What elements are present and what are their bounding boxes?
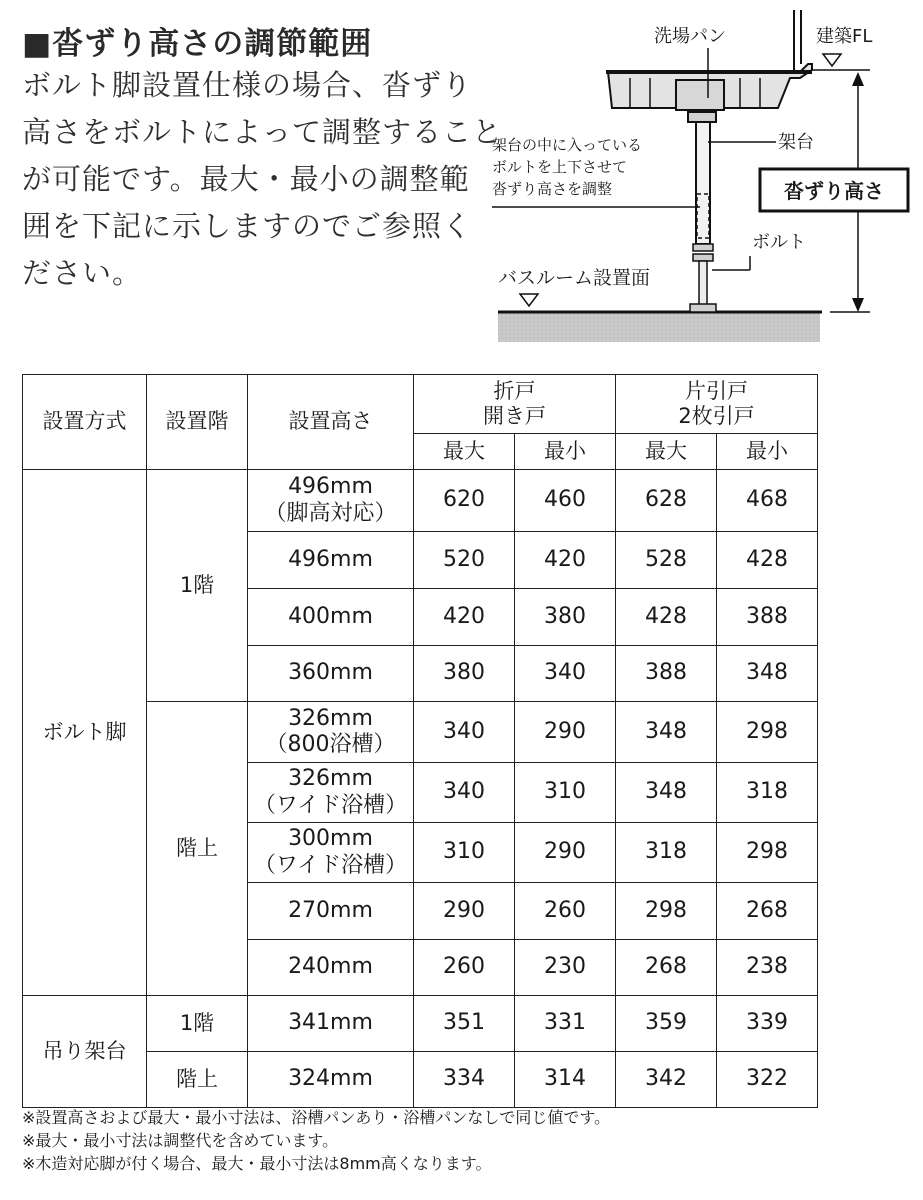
table-row [23, 996, 818, 1052]
cell-line: 326mm [288, 705, 373, 731]
cell-value: 298 [717, 823, 818, 883]
cell-install-height [248, 1052, 414, 1108]
cell-value: 620 [414, 470, 515, 532]
cell-value: 380 [515, 589, 616, 646]
cell-value: 290 [515, 702, 616, 763]
cell-line: （ワイド浴槽） [253, 792, 408, 818]
cell-install-height [248, 532, 414, 589]
cell-line: 496mm [288, 474, 373, 500]
cell-line: 開き戸 [483, 404, 546, 428]
floor-surface [498, 312, 820, 342]
cell-value: 428 [616, 589, 717, 646]
cell-install-height [248, 763, 414, 823]
cell-install-height [248, 823, 414, 883]
cell-value: 318 [717, 763, 818, 823]
header-height: 設置高さ [248, 375, 414, 470]
cell-value: 310 [414, 823, 515, 883]
cell-value: 340 [414, 763, 515, 823]
cell-value: 238 [717, 940, 818, 996]
cell-value: 331 [515, 996, 616, 1052]
cell-value: 268 [616, 940, 717, 996]
cell-value: 351 [414, 996, 515, 1052]
cell-value: 334 [414, 1052, 515, 1108]
cell-line: 270mm [288, 897, 373, 923]
drain-trap [676, 80, 724, 110]
height-adjustment-diagram [490, 0, 910, 350]
label-install-surface: バスルーム設置面 [498, 267, 651, 289]
cell-value: 298 [616, 883, 717, 940]
intro-line: ボルト脚設置仕様の場合、沓ずり [22, 68, 473, 102]
cell-value: 340 [414, 702, 515, 763]
label-threshold-height: 沓ずり高さ [784, 179, 884, 203]
header-max: 最大 [616, 434, 717, 470]
footnote: ※木造対応脚が付く場合、最大・最小寸法は8mm高くなります。 [22, 1154, 492, 1173]
header-floor: 設置階 [147, 375, 248, 470]
cell-value: 339 [717, 996, 818, 1052]
cell-floor: 1階 [147, 996, 248, 1052]
cell-value: 260 [414, 940, 515, 996]
cell-floor: 1階 [147, 470, 248, 702]
cell-value: 520 [414, 532, 515, 589]
header-min: 最小 [515, 434, 616, 470]
footnote: ※設置高さおよび最大・最小寸法は、浴槽パンあり・浴槽パンなしで同じ値です。 [22, 1108, 611, 1127]
cell-value: 290 [515, 823, 616, 883]
cell-line: 折戸 [493, 378, 536, 403]
frame-plate [688, 112, 716, 122]
intro-line: 囲を下記に示しますのでご参照く [22, 209, 473, 243]
fl-triangle-icon [823, 54, 841, 66]
cell-value: 460 [515, 470, 616, 532]
intro-text [22, 62, 503, 297]
label-adjust-note: 沓ずり高さを調整 [492, 180, 613, 198]
cell-line: 324mm [288, 1066, 373, 1092]
cell-line: 400mm [288, 603, 373, 629]
dimension-arrow-up-icon [852, 72, 864, 86]
header-max: 最大 [414, 434, 515, 470]
cell-value: 388 [616, 646, 717, 702]
cell-value: 348 [717, 646, 818, 702]
cell-line: （ワイド浴槽） [253, 852, 408, 878]
label-bath-pan: 洗場パン [654, 26, 726, 47]
cell-install-height [248, 646, 414, 702]
cell-value: 628 [616, 470, 717, 532]
cell-line: 326mm [288, 766, 373, 792]
bolt-shaft [699, 261, 707, 305]
cell-value: 468 [717, 470, 818, 532]
adjustment-range-table [22, 374, 818, 1108]
header-method: 設置方式 [23, 375, 147, 470]
cell-value: 310 [515, 763, 616, 823]
cell-floor: 階上 [147, 702, 248, 996]
cell-line: （脚高対応） [264, 500, 397, 526]
cell-value: 428 [717, 532, 818, 589]
bolt-nut [693, 254, 713, 261]
intro-line: 高さをボルトによって調整すること [22, 115, 503, 149]
bolt-nut [693, 244, 713, 251]
cell-value: 298 [717, 702, 818, 763]
cell-install-height [248, 996, 414, 1052]
label-bolt: ボルト [752, 232, 806, 253]
intro-line: が可能です。最大・最小の調整範 [22, 162, 470, 196]
cell-value: 268 [717, 883, 818, 940]
cell-value: 388 [717, 589, 818, 646]
cell-value: 420 [515, 532, 616, 589]
cell-install-height [248, 470, 414, 532]
cell-value: 342 [616, 1052, 717, 1108]
intro-line: ださい。 [22, 256, 143, 290]
cell-value: 322 [717, 1052, 818, 1108]
cell-line: 496mm [288, 546, 373, 572]
cell-line: 300mm [288, 826, 373, 852]
cell-floor: 階上 [147, 1052, 248, 1108]
floor-triangle-icon [520, 294, 538, 306]
cell-value: 348 [616, 763, 717, 823]
bolt-foot [690, 304, 716, 312]
label-building-fl: 建築FL [816, 26, 873, 47]
cell-value: 260 [515, 883, 616, 940]
label-adjust-note: 架台の中に入っている [492, 136, 643, 154]
cell-install-height [248, 589, 414, 646]
frame-leg [696, 122, 710, 244]
cell-value: 380 [414, 646, 515, 702]
label-frame: 架台 [778, 132, 814, 153]
cell-value: 348 [616, 702, 717, 763]
cell-line: 360mm [288, 660, 373, 686]
cell-value: 314 [515, 1052, 616, 1108]
cell-line: 2枚引戸 [678, 404, 755, 428]
cell-value: 340 [515, 646, 616, 702]
header-min: 最小 [717, 434, 818, 470]
cell-line: 341mm [288, 1010, 373, 1036]
cell-install-height [248, 883, 414, 940]
cell-line: 片引戸 [685, 378, 748, 403]
footnotes [22, 1106, 610, 1175]
cell-install-height [248, 940, 414, 996]
page-title: ■沓ずり高さの調節範囲 [22, 26, 373, 62]
cell-install-height [248, 702, 414, 763]
cell-value: 359 [616, 996, 717, 1052]
cell-line: 240mm [288, 954, 373, 980]
cell-value: 290 [414, 883, 515, 940]
cell-line: （800浴槽） [265, 732, 396, 757]
cell-value: 230 [515, 940, 616, 996]
header-sliding-door [616, 375, 818, 434]
cell-method: ボルト脚 [23, 470, 147, 996]
header-folding-door [414, 375, 616, 434]
table-row [23, 470, 818, 532]
cell-value: 318 [616, 823, 717, 883]
cell-value: 528 [616, 532, 717, 589]
cell-method: 吊り架台 [23, 996, 147, 1108]
footnote: ※最大・最小寸法は調整代を含めています。 [22, 1131, 339, 1150]
cell-value: 420 [414, 589, 515, 646]
dimension-arrow-down-icon [852, 298, 864, 312]
label-adjust-note: ボルトを上下させて [492, 158, 628, 176]
